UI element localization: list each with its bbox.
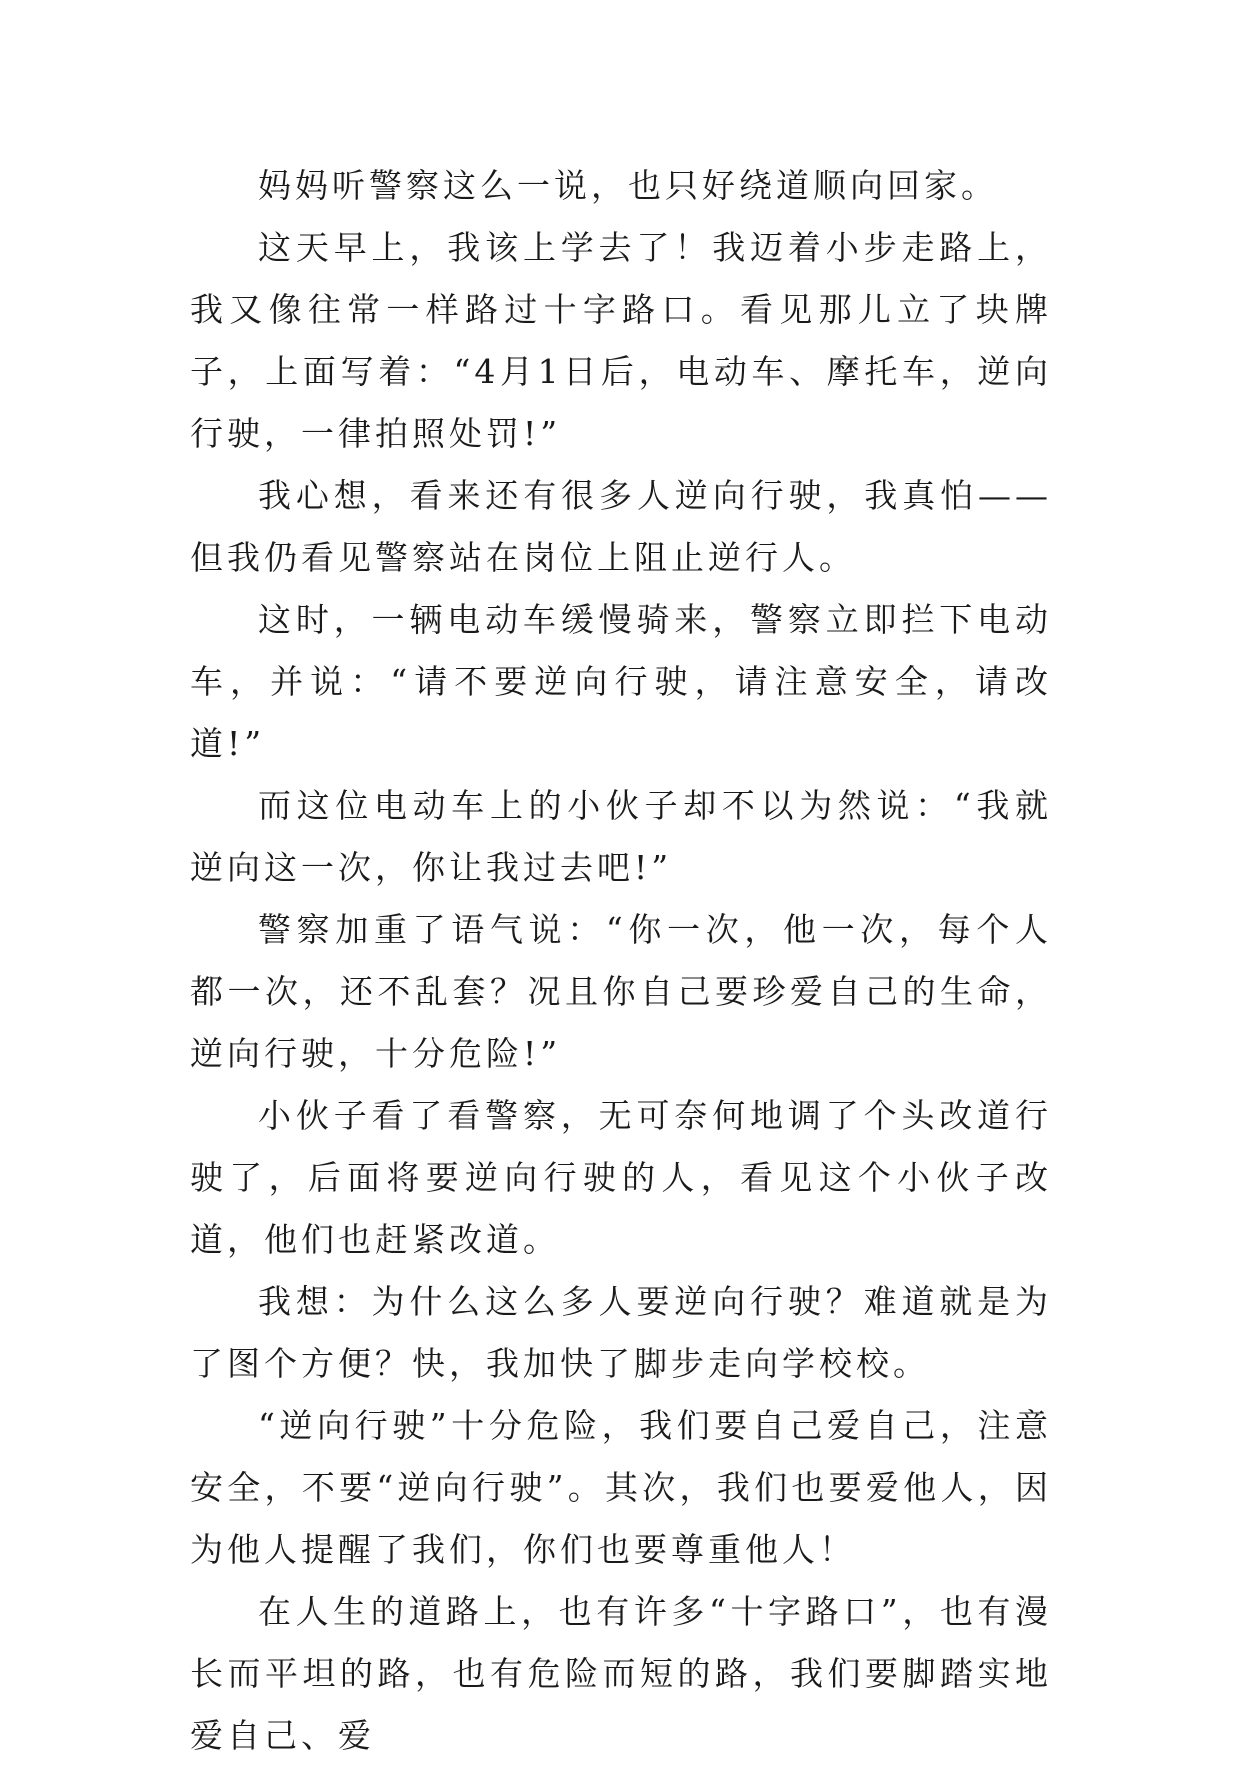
paragraph-7: 小伙子看了看警察，无可奈何地调了个头改道行驶了，后面将要逆向行驶的人，看见这个小伙子改道，他们也赶紧改道。 (190, 1096, 1052, 1259)
paragraph-6: 警察加重了语气说：“你一次，他一次，每个人都一次，还不乱套？况且你自己要珍爱自己的生命，逆向行驶，十分危险!” (190, 910, 1052, 1073)
paragraph-2: 这天早上，我该上学去了！我迈着小步走路上，我又像往常一样路过十字路口。看见那儿立了块牌子，上面写着：“4月1日后，电动车、摩托车，逆向行驶，一律拍照处罚!” (190, 228, 1052, 453)
paragraph-5: 而这位电动车上的小伙子却不以为然说：“我就逆向这一次，你让我过去吧!” (190, 786, 1052, 887)
paragraph-10: 在人生的道路上，也有许多“十字路口”，也有漫长而平坦的路，也有危险而短的路，我们要脚踏实地爱自己、爱 (190, 1592, 1052, 1755)
document-body (190, 155, 1052, 1767)
paragraph-4: 这时，一辆电动车缓慢骑来，警察立即拦下电动车，并说：“请不要逆向行驶，请注意安全，请改道!” (190, 600, 1052, 763)
paragraph-3: 我心想，看来还有很多人逆向行驶，我真怕——但我仍看见警察站在岗位上阻止逆行人。 (190, 476, 1052, 577)
paragraph-1: 妈妈听警察这么一说，也只好绕道顺向回家。 (258, 166, 998, 205)
paragraph-9: “逆向行驶”十分危险，我们要自己爱自己，注意安全，不要“逆向行驶”。其次，我们也要爱他人，因为他人提醒了我们，你们也要尊重他人！ (190, 1406, 1052, 1569)
paragraph-8: 我想：为什么这么多人要逆向行驶？难道就是为了图个方便？快，我加快了脚步走向学校校。 (190, 1282, 1052, 1383)
